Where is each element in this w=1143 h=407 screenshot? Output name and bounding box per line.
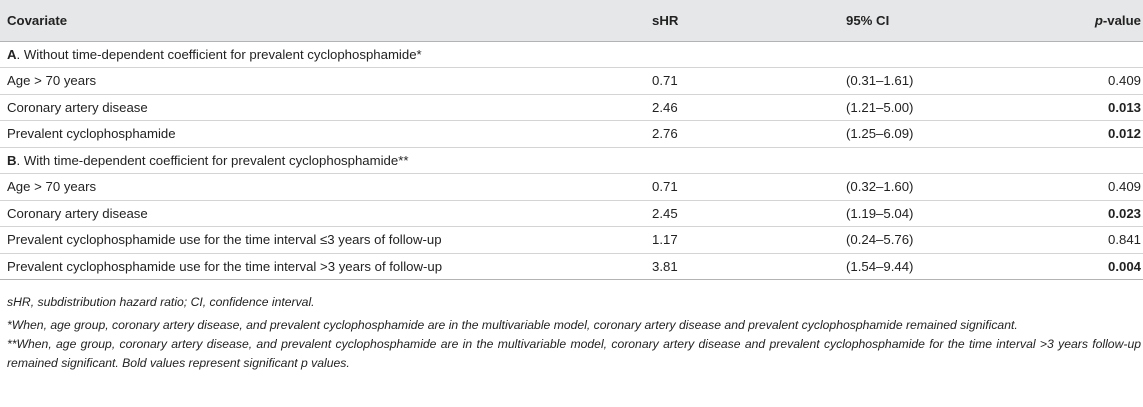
shr-cell: 3.81 (650, 253, 845, 280)
covariate-cell: Coronary artery disease (0, 200, 650, 227)
table-row (0, 253, 1143, 280)
table-row (0, 94, 1143, 121)
header-pvalue-p: p (1094, 12, 1103, 28)
table-row (0, 200, 1143, 227)
ci-cell: (1.21–5.00) (845, 94, 1040, 121)
footnote-1: *When, age group, coronary artery disease, and prevalent cyclophosphamide are in the multivariable model, coronary artery disease and prevalent cyclophosphamide remained significant. (7, 318, 1018, 332)
section-a-letter: A (7, 46, 17, 62)
ci-cell: (0.31–1.61) (845, 68, 1040, 95)
table-header-row (0, 0, 1143, 41)
ci-cell: (1.19–5.04) (845, 200, 1040, 227)
table-row (0, 121, 1143, 148)
shr-cell: 0.71 (650, 174, 845, 201)
table-row (0, 227, 1143, 254)
abbreviations-note: sHR, subdistribution hazard ratio; CI, confidence interval. (7, 295, 315, 309)
covariate-cell: Age > 70 years (0, 174, 650, 201)
covariate-cell: Prevalent cyclophosphamide use for the time interval ≤3 years of follow-up (0, 227, 650, 254)
table-notes (7, 293, 1141, 373)
pvalue-cell: 0.841 (1040, 227, 1143, 254)
pvalue-cell: 0.409 (1040, 68, 1143, 95)
table-row (0, 174, 1143, 201)
shr-cell: 2.46 (650, 94, 845, 121)
table-row (0, 68, 1143, 95)
covariate-cell: Prevalent cyclophosphamide use for the time interval >3 years of follow-up (0, 253, 650, 280)
shr-cell: 0.71 (650, 68, 845, 95)
ci-cell: (1.54–9.44) (845, 253, 1040, 280)
section-a-label (0, 41, 1143, 68)
shr-cell: 2.76 (650, 121, 845, 148)
pvalue-cell: 0.023 (1040, 200, 1143, 227)
footnote-2: **When, age group, coronary artery disease, and prevalent cyclophosphamide are in the multivariable model, coronary artery disease and prevalent cyclophosphamide for the time interval >3 years follow-up remained significant. Bold values represent significant p values. (7, 337, 1141, 370)
section-b-letter: B (7, 152, 17, 168)
header-pvalue-suffix: -value (1102, 12, 1141, 28)
covariate-cell: Prevalent cyclophosphamide (0, 121, 650, 148)
header-shr: sHR (650, 0, 845, 41)
header-ci: 95% CI (845, 0, 1040, 41)
pvalue-cell: 0.409 (1040, 174, 1143, 201)
shr-cell: 1.17 (650, 227, 845, 254)
section-b-row (0, 147, 1143, 174)
covariate-cell: Coronary artery disease (0, 94, 650, 121)
section-b-text: . With time-dependent coefficient for prevalent cyclophosphamide** (16, 152, 409, 168)
ci-cell: (0.32–1.60) (845, 174, 1040, 201)
covariate-cell: Age > 70 years (0, 68, 650, 95)
pvalue-cell: 0.012 (1040, 121, 1143, 148)
pvalue-cell: 0.004 (1040, 253, 1143, 280)
header-pvalue (1040, 0, 1143, 41)
section-b-label (0, 147, 1143, 174)
section-a-row (0, 41, 1143, 68)
pvalue-cell: 0.013 (1040, 94, 1143, 121)
ci-cell: (1.25–6.09) (845, 121, 1040, 148)
shr-cell: 2.45 (650, 200, 845, 227)
section-a-text: . Without time-dependent coefficient for prevalent cyclophosphamide* (16, 46, 422, 62)
ci-cell: (0.24–5.76) (845, 227, 1040, 254)
header-covariate: Covariate (0, 0, 650, 41)
